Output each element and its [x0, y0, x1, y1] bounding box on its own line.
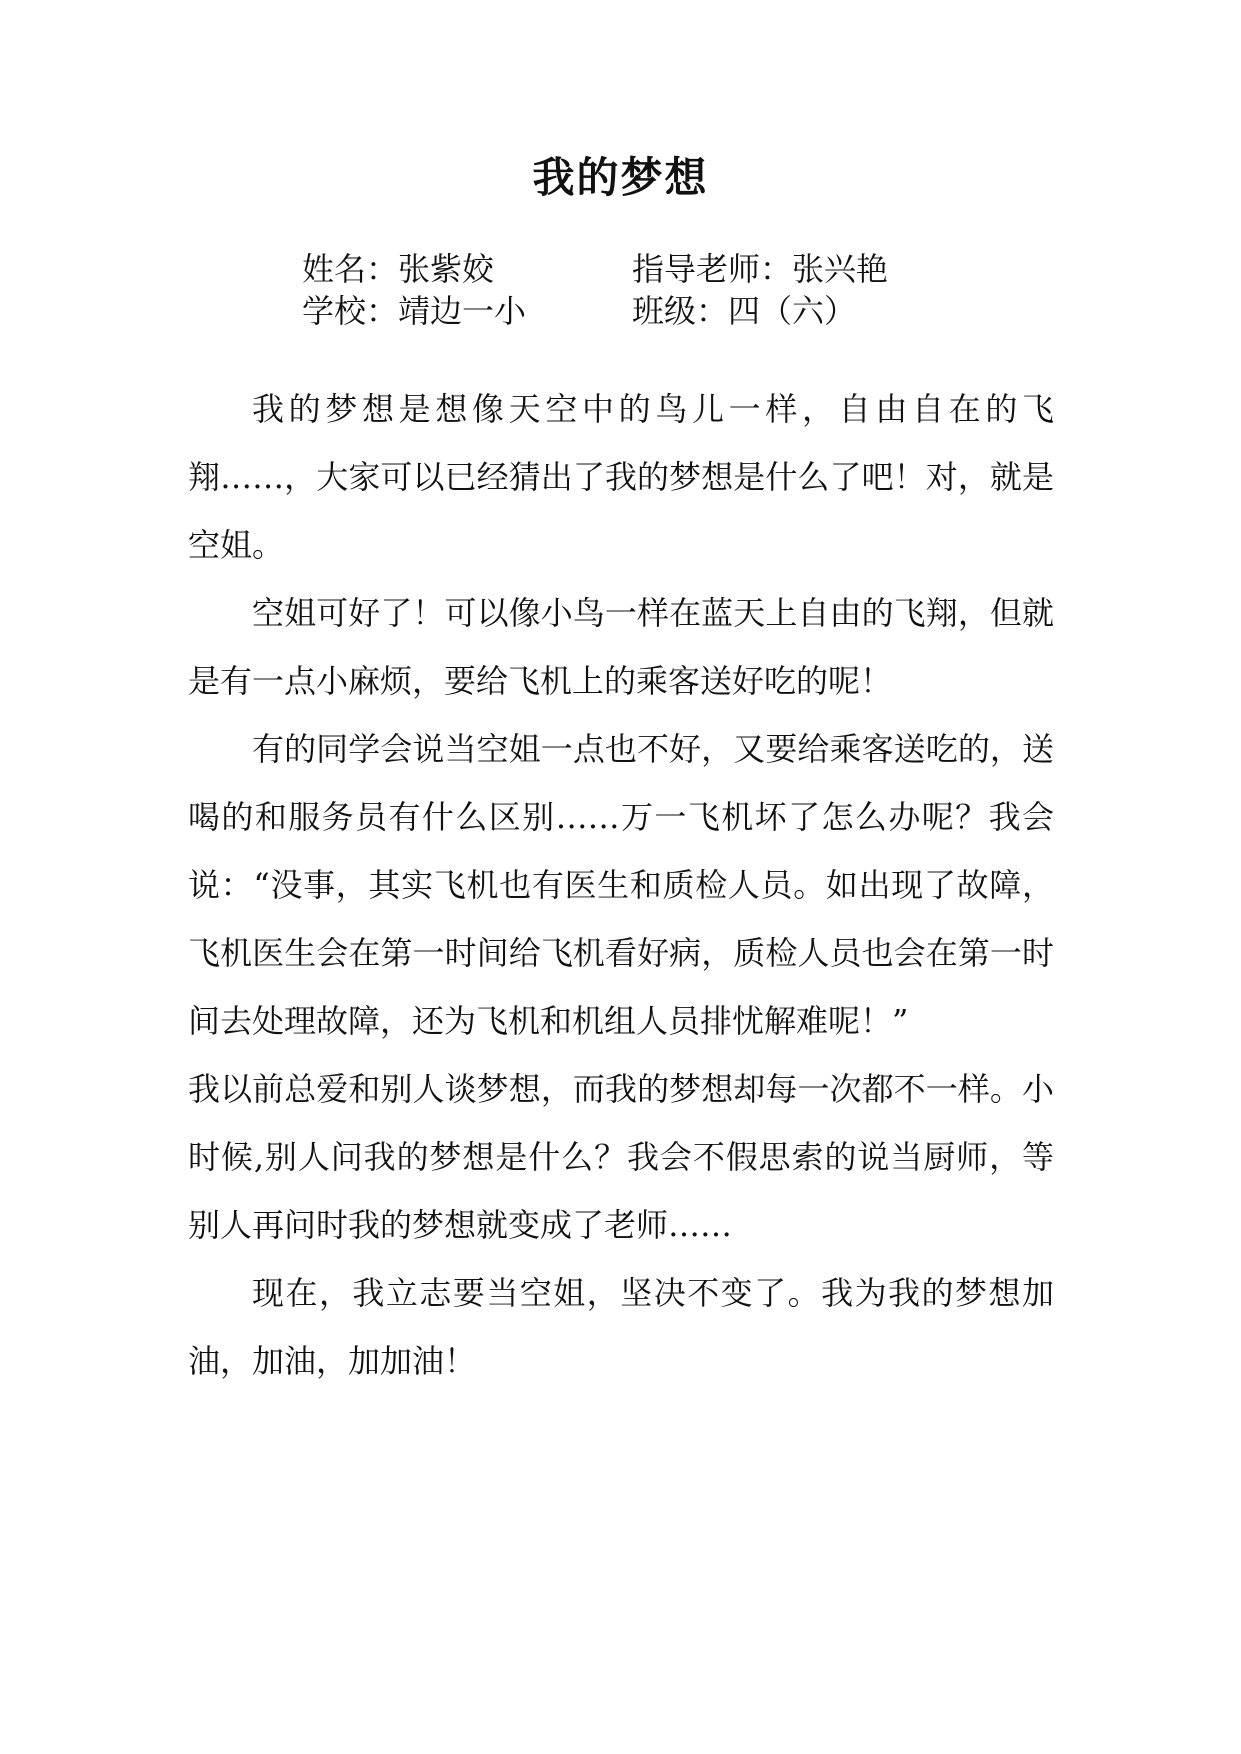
document-title: 我的梦想: [532, 153, 709, 202]
student-name-value: 张紫姣: [398, 250, 495, 288]
essay-paragraph-2: 空姐可好了！可以像小鸟一样在蓝天上自由的飞翔，但就是有一点小麻烦，要给飞机上的乘客送好吃的呢！: [188, 594, 1054, 700]
essay-paragraph-1: 我的梦想是想像天空中的鸟儿一样，自由自在的飞翔……，大家可以已经猜出了我的梦想是什么了吧！对，就是空姐。: [188, 390, 1054, 564]
school-name-value: 靖边一小: [398, 292, 527, 330]
school-name-label: 学校：: [302, 292, 399, 330]
teacher-name-value: 张兴艳: [792, 250, 889, 288]
school-name: [302, 290, 526, 332]
student-name-label: 姓名：: [302, 250, 399, 288]
class-name-value: 四（六）: [728, 292, 857, 330]
class-name-label: 班级：: [632, 292, 729, 330]
teacher-name-label: 指导老师：: [632, 250, 793, 288]
class-name: [632, 290, 856, 332]
essay-paragraph-4: 我以前总爱和别人谈梦想，而我的梦想却每一次都不一样。小时候,别人问我的梦想是什么？我会不假思索的说当厨师，等别人再问时我的梦想就变成了老师……: [188, 1070, 1054, 1244]
student-name: [302, 248, 494, 290]
teacher-name: [632, 248, 888, 290]
essay-body: [188, 375, 1054, 1395]
essay-paragraph-3: 有的同学会说当空姐一点也不好，又要给乘客送吃的，送喝的和服务员有什么区别……万一飞机坏了怎么办呢？我会说：“没事，其实飞机也有医生和质检人员。如出现了故障，飞机医生会在第一时间给飞机看好病，质检人员也会在第一时间去处理故障，还为飞机和机组人员排忧解难呢！”: [188, 730, 1054, 1040]
essay-paragraph-5: 现在，我立志要当空姐，坚决不变了。我为我的梦想加油，加油，加加油！: [188, 1274, 1054, 1380]
